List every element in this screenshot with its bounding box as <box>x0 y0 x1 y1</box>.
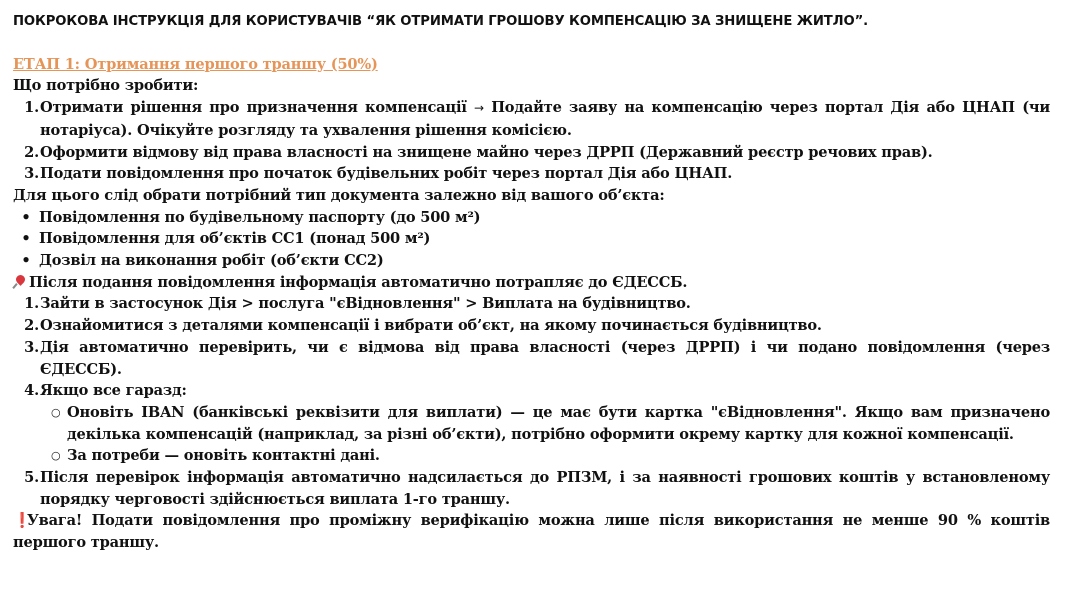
pushpin-icon <box>13 275 25 289</box>
doc-type-list <box>13 207 1050 272</box>
list-number: 3. <box>24 338 39 356</box>
list-item-text: За потреби — оновіть контактні дані. <box>67 447 380 465</box>
list-item <box>13 380 1050 402</box>
warning-note <box>13 510 1050 553</box>
list-item-text: Повідомлення по будівельному паспорту (до 500 м²) <box>39 208 481 226</box>
list-item <box>13 142 1050 164</box>
list-item <box>13 402 1050 445</box>
doc-type-intro: Для цього слід обрати потрібний тип документа залежно від вашого об’єкта: <box>13 186 665 204</box>
list-item-text: Подати повідомлення про початок будівельних робіт через портал Дія або ЦНАП. <box>40 165 733 183</box>
pin-note-text: Після подання повідомлення інформація автоматично потрапляє до ЄДЕССБ. <box>29 273 688 291</box>
final-step-list <box>13 467 1050 510</box>
bullet-icon: • <box>21 208 31 226</box>
pin-note <box>13 272 1050 294</box>
list-item-text <box>40 97 1050 141</box>
exclamation-icon: ❗ <box>13 512 31 530</box>
list-number: 2. <box>24 317 39 335</box>
list-number: 1. <box>24 99 39 117</box>
list-number: 1. <box>24 295 39 313</box>
step-text-part: Подайте заяву на компенсацію через портал Дія або ЦНАП (чи нотаріуса). Очікуйте розгляду та ухвалення рішення комісією. <box>40 99 1051 139</box>
todo-label: Що потрібно зробити: <box>13 77 199 95</box>
list-item-text: Якщо все гаразд: <box>40 382 187 400</box>
stage-1-heading: ЕТАП 1: Отримання першого траншу (50%) <box>13 55 378 73</box>
bullet-icon: • <box>21 230 31 248</box>
list-item <box>13 228 1050 250</box>
list-number: 2. <box>24 143 39 161</box>
main-steps-list <box>13 97 1050 185</box>
list-item <box>13 207 1050 229</box>
step-text-part: Отримати рішення про призначення компенсації <box>40 99 467 117</box>
list-item <box>13 445 1050 467</box>
list-item <box>13 163 1050 185</box>
list-item-text: Ознайомитися з деталями компенсації і вибрати об’єкт, на якому починається будівництво. <box>40 317 822 335</box>
list-number: 4. <box>24 382 39 400</box>
circle-bullet-icon: ○ <box>51 449 61 463</box>
list-item <box>13 337 1050 380</box>
list-item <box>13 97 1050 141</box>
app-steps-list <box>13 293 1050 402</box>
list-item <box>13 293 1050 315</box>
list-item <box>13 467 1050 510</box>
list-item-text: Дозвіл на виконання робіт (об’єкти СС2) <box>39 252 384 270</box>
arrow-icon: → <box>474 101 484 116</box>
list-item-text: Зайти в застосунок Дія > послуга "єВідновлення" > Виплата на будівництво. <box>40 295 691 313</box>
list-number: 5. <box>24 469 39 487</box>
list-item-text: Повідомлення для об’єктів СС1 (понад 500 м²) <box>39 230 431 248</box>
circle-bullet-icon: ○ <box>51 405 61 419</box>
bullet-icon: • <box>21 252 31 270</box>
list-item-text: Дія автоматично перевірить, чи є відмова від права власності (через ДРРП) і чи подано повідомлення (через ЄДЕССБ). <box>40 338 1050 378</box>
list-item-text: Після перевірок інформація автоматично надсилається до РПЗМ, і за наявності грошових коштів у встановленому порядку черговості здійснюється виплата 1-го траншу. <box>40 469 1050 508</box>
sub-steps-list <box>13 402 1050 467</box>
warning-text: Увага! Подати повідомлення про проміжну верифікацію можна лише після використання не менше 90 % коштів першого траншу. <box>13 512 1050 552</box>
list-item-text: Оновіть IBAN (банківські реквізити для виплати) — це має бути картка "єВідновлення". Якщо вам призначено декілька компенсацій (наприклад, за різні об’єкти), потрібно оформити окрему картку для кожної компенсації. <box>67 403 1050 443</box>
document-title: ПОКРОКОВА ІНСТРУКЦІЯ ДЛЯ КОРИСТУВАЧІВ “ЯК ОТРИМАТИ ГРОШОВУ КОМПЕНСАЦІЮ ЗА ЗНИЩЕНЕ ЖИТЛО”. <box>13 14 869 29</box>
list-item <box>13 250 1050 272</box>
list-number: 3. <box>24 165 39 183</box>
list-item <box>13 315 1050 337</box>
list-item-text: Оформити відмову від права власності на знищене майно через ДРРП (Державний реєстр речових прав). <box>40 143 933 161</box>
